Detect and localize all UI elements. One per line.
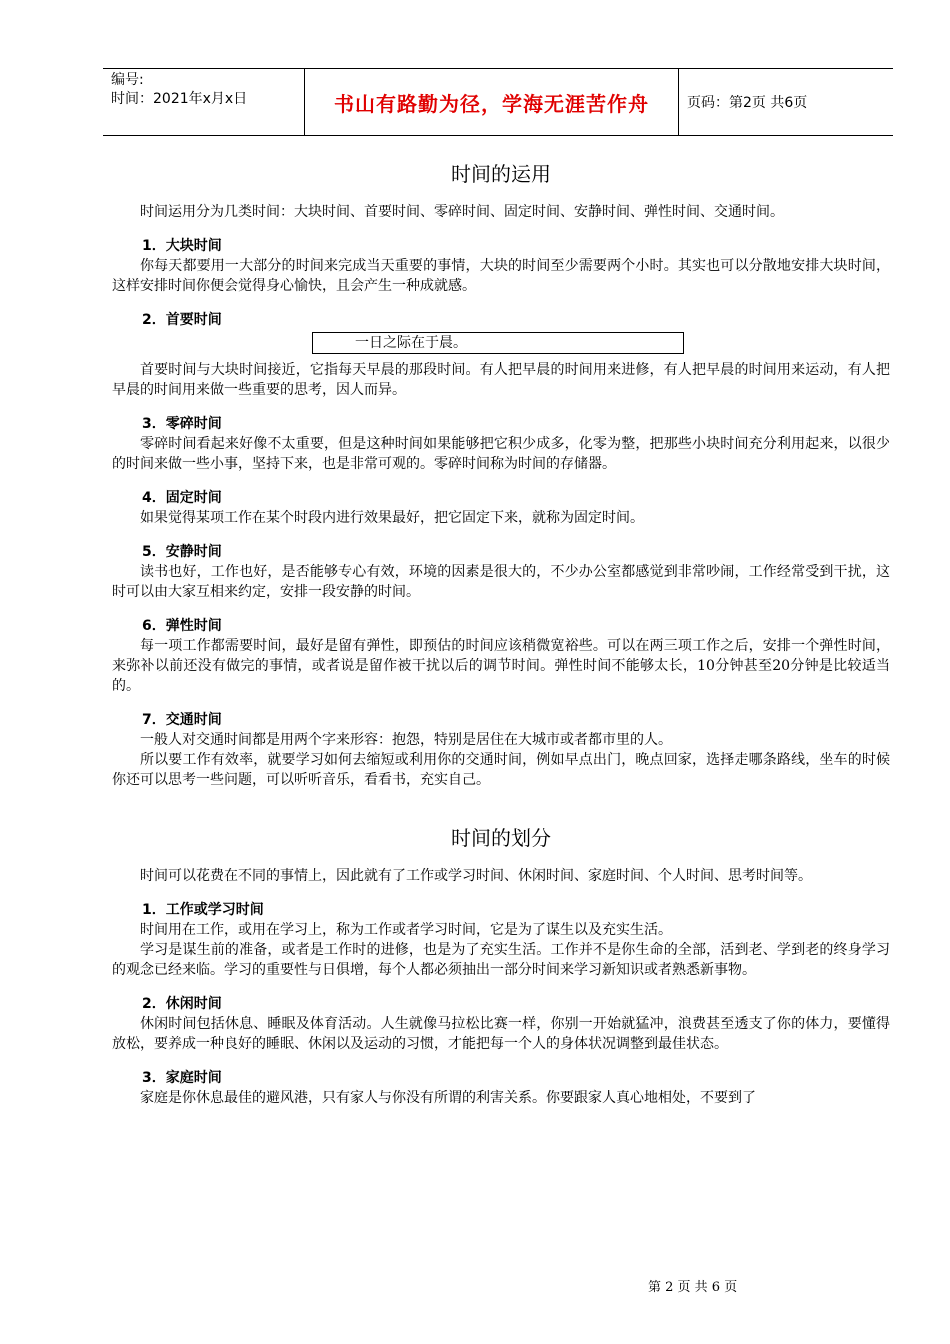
time-label: 时间：2021年x月x日 bbox=[111, 91, 248, 107]
paragraph: 首要时间与大块时间接近，它指每天早晨的那段时间。有人把早晨的时间用来进修，有人把早晨的时间用来运动，有人把早晨的时间用来做一些重要的思考，因人而异。 bbox=[112, 362, 890, 398]
subheading: 5．安静时间 bbox=[142, 544, 222, 560]
subheading: 7．交通时间 bbox=[142, 712, 222, 728]
page-label: 页码：第2页 共6页 bbox=[687, 95, 808, 111]
number-label: 编号: bbox=[111, 72, 144, 88]
header-meta bbox=[103, 69, 305, 135]
paragraph: 零碎时间看起来好像不太重要，但是这种时间如果能够把它积少成多，化零为整，把那些小块时间充分利用起来，以很少的时间来做一些小事，坚持下来，也是非常可观的。零碎时间称为时间的存储器。 bbox=[112, 436, 890, 472]
subheading: 3．家庭时间 bbox=[142, 1070, 222, 1086]
header-page-cell bbox=[679, 69, 893, 135]
subheading: 1．大块时间 bbox=[142, 238, 222, 254]
paragraph: 学习是谋生前的准备，或者是工作时的进修，也是为了充实生活。工作并不是你生命的全部，活到老、学到老的终身学习的观念已经来临。学习的重要性与日俱增，每个人都必须抽出一部分时间来学习新知识或者熟悉新事物。 bbox=[112, 942, 890, 978]
quote-box: 一日之际在于晨。 bbox=[312, 332, 684, 354]
section-title-usage: 时间的运用 bbox=[451, 162, 551, 186]
paragraph: 如果觉得某项工作在某个时段内进行效果最好，把它固定下来，就称为固定时间。 bbox=[140, 510, 644, 526]
paragraph: 时间用在工作，或用在学习上，称为工作或者学习时间，它是为了谋生以及充实生活。 bbox=[140, 922, 672, 938]
paragraph: 休闲时间包括休息、睡眠及体育活动。人生就像马拉松比赛一样，你别一开始就猛冲，浪费甚至透支了你的体力，要懂得放松，要养成一种良好的睡眠、休闲以及运动的习惯，才能把每一个人的身体状况调整到最佳状态。 bbox=[112, 1016, 890, 1052]
paragraph: 所以要工作有效率，就要学习如何去缩短或利用你的交通时间，例如早点出门，晚点回家，选择走哪条路线，坐车的时候你还可以思考一些问题，可以听听音乐，看看书，充实自己。 bbox=[112, 752, 890, 788]
paragraph: 读书也好，工作也好，是否能够专心有效，环境的因素是很大的，不少办公室都感觉到非常吵闹，工作经常受到干扰，这时可以由大家互相来约定，安排一段安静的时间。 bbox=[112, 564, 890, 600]
document-body bbox=[112, 150, 890, 1108]
section-intro: 时间可以花费在不同的事情上，因此就有了工作或学习时间、休闲时间、家庭时间、个人时间、思考时间等。 bbox=[140, 868, 812, 884]
page-header bbox=[103, 68, 893, 136]
paragraph: 家庭是你休息最佳的避风港，只有家人与你没有所谓的利害关系。你要跟家人真心地相处，不要到了 bbox=[140, 1090, 756, 1106]
motto-text: 书山有路勤为径，学海无涯苦作舟 bbox=[334, 91, 649, 116]
paragraph: 每一项工作都需要时间，最好是留有弹性，即预估的时间应该稍微宽裕些。可以在两三项工作之后，安排一个弹性时间，来弥补以前还没有做完的事情，或者说是留作被干扰以后的调节时间。弹性时间不能够太长，10分钟甚至20分钟是比较适当的。 bbox=[112, 638, 890, 694]
subheading: 2．首要时间 bbox=[142, 312, 222, 328]
header-motto-cell bbox=[305, 69, 679, 135]
paragraph: 你每天都要用一大部分的时间来完成当天重要的事情，大块的时间至少需要两个小时。其实也可以分散地安排大块时间，这样安排时间你便会觉得身心愉快，且会产生一种成就感。 bbox=[112, 258, 890, 294]
subheading: 4．固定时间 bbox=[142, 490, 222, 506]
subheading: 2．休闲时间 bbox=[142, 996, 222, 1012]
subheading: 3．零碎时间 bbox=[142, 416, 222, 432]
subheading: 1．工作或学习时间 bbox=[142, 902, 264, 918]
section-title-division: 时间的划分 bbox=[451, 826, 551, 850]
paragraph: 一般人对交通时间都是用两个字来形容：抱怨，特别是居住在大城市或者都市里的人。 bbox=[140, 732, 672, 748]
footer-page-number: 第 2 页 共 6 页 bbox=[648, 1280, 738, 1295]
subheading: 6．弹性时间 bbox=[142, 618, 222, 634]
section-intro: 时间运用分为几类时间：大块时间、首要时间、零碎时间、固定时间、安静时间、弹性时间、交通时间。 bbox=[140, 204, 784, 220]
